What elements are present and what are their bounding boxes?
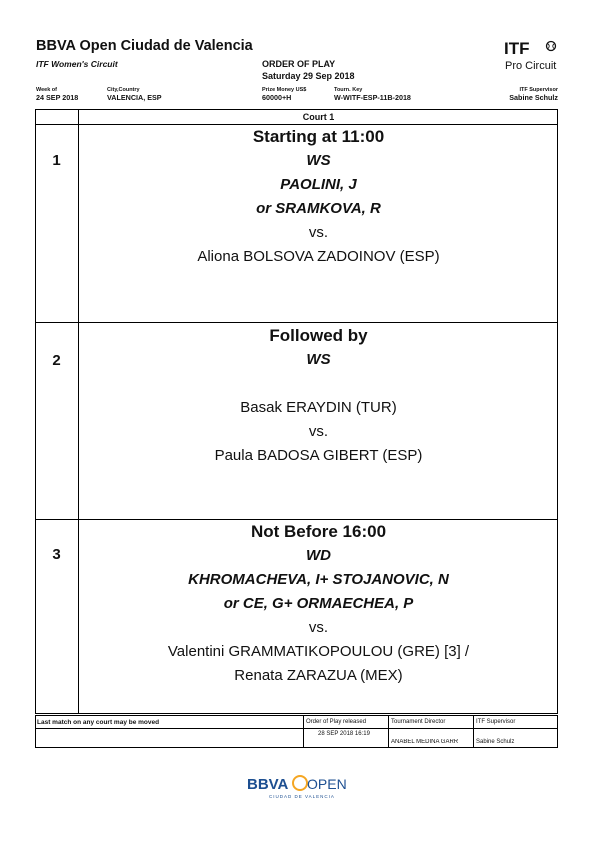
director-label: Tournament Director	[391, 719, 446, 725]
info-value: W-WITF-ESP-11B-2018	[334, 93, 411, 102]
match-start-time: Not Before 16:00	[250, 522, 387, 541]
blank-line	[79, 372, 558, 396]
info-value: 60000+H	[262, 93, 292, 102]
match-event: WD	[306, 547, 331, 564]
info-value: 24 SEP 2018	[36, 93, 79, 102]
info-label: City,Country	[107, 87, 140, 93]
info-label: Week of	[36, 87, 57, 93]
info-city	[107, 87, 162, 102]
info-label: Prize Money US$	[262, 87, 307, 93]
info-value: Sabine Schulz	[509, 93, 558, 102]
opponent-line: Valentini GRAMMATIKOPOULOU (GRE) [3] /	[167, 643, 470, 660]
opponent-line: Renata ZARAZUA (MEX)	[234, 667, 403, 684]
play-date: Saturday 29 Sep 2018	[262, 71, 355, 81]
tournament-title: BBVA Open Ciudad de Valencia	[36, 38, 253, 54]
versus-label: vs.	[308, 619, 329, 636]
footer-col-divider	[303, 715, 304, 748]
court-header: Court 1	[302, 112, 335, 122]
info-prize-money	[262, 87, 306, 102]
info-label: Tourn. Key	[334, 87, 363, 93]
match-event: WS	[306, 152, 331, 169]
circuit-name: ITF Women's Circuit	[36, 59, 118, 69]
director-value: ANABEL MEDINA GARR	[391, 739, 459, 745]
bbva-text: BBVA	[247, 776, 289, 793]
footer-note: Last match on any court may be moved	[37, 719, 160, 726]
info-supervisor	[509, 87, 558, 102]
itf-logo-text: ITF	[504, 39, 530, 58]
match-1-cell	[79, 125, 558, 269]
supervisor-label: ITF Supervisor	[476, 719, 516, 725]
opponent-line: Aliona BOLSOVA ZADOINOV (ESP)	[197, 248, 440, 265]
info-label: ITF Supervisor	[519, 87, 558, 93]
supervisor-value: Sabine Schulz	[476, 739, 515, 745]
released-value: 28 SEP 2018 16:19	[318, 731, 370, 737]
opponent-line: Paula BADOSA GIBERT (ESP)	[214, 447, 423, 464]
match-number: 1	[52, 152, 61, 169]
released-label: Order of Play released	[306, 719, 367, 725]
order-of-play-heading: ORDER OF PLAY	[262, 59, 336, 69]
match-number: 2	[52, 352, 61, 369]
row-divider	[35, 322, 558, 323]
match-3-cell	[79, 520, 558, 688]
order-of-play-block	[262, 58, 355, 82]
match-number: 3	[52, 546, 61, 563]
pro-circuit-text: Pro Circuit	[505, 60, 557, 72]
versus-label: vs.	[308, 224, 329, 241]
footer-col-divider	[473, 715, 474, 748]
player-line: PAOLINI, J	[280, 176, 357, 193]
itf-pro-circuit-logo	[496, 38, 566, 74]
info-tournament-key	[334, 87, 411, 102]
player-line: or CE, G+ ORMAECHEA, P	[223, 595, 414, 612]
sponsor-subtitle: CIUDAD DE VALENCIA	[269, 794, 335, 799]
player-line: KHROMACHEVA, I+ STOJANOVIC, N	[188, 571, 449, 588]
player-line: or SRAMKOVA, R	[256, 200, 381, 217]
match-2-cell	[79, 324, 558, 468]
bbva-open-logo	[247, 771, 351, 801]
tennis-ball-icon	[293, 776, 307, 790]
versus-label: vs.	[308, 423, 329, 440]
info-value: VALENCIA, ESP	[107, 93, 162, 102]
info-week	[36, 87, 78, 102]
footer-col-divider	[388, 715, 389, 748]
match-start-time: Starting at 11:00	[252, 127, 385, 146]
match-event: WS	[306, 351, 331, 368]
player-line: Basak ERAYDIN (TUR)	[240, 399, 397, 416]
match-start-time: Followed by	[269, 326, 368, 345]
footer-divider	[35, 728, 558, 729]
open-text: OPEN	[307, 776, 347, 792]
